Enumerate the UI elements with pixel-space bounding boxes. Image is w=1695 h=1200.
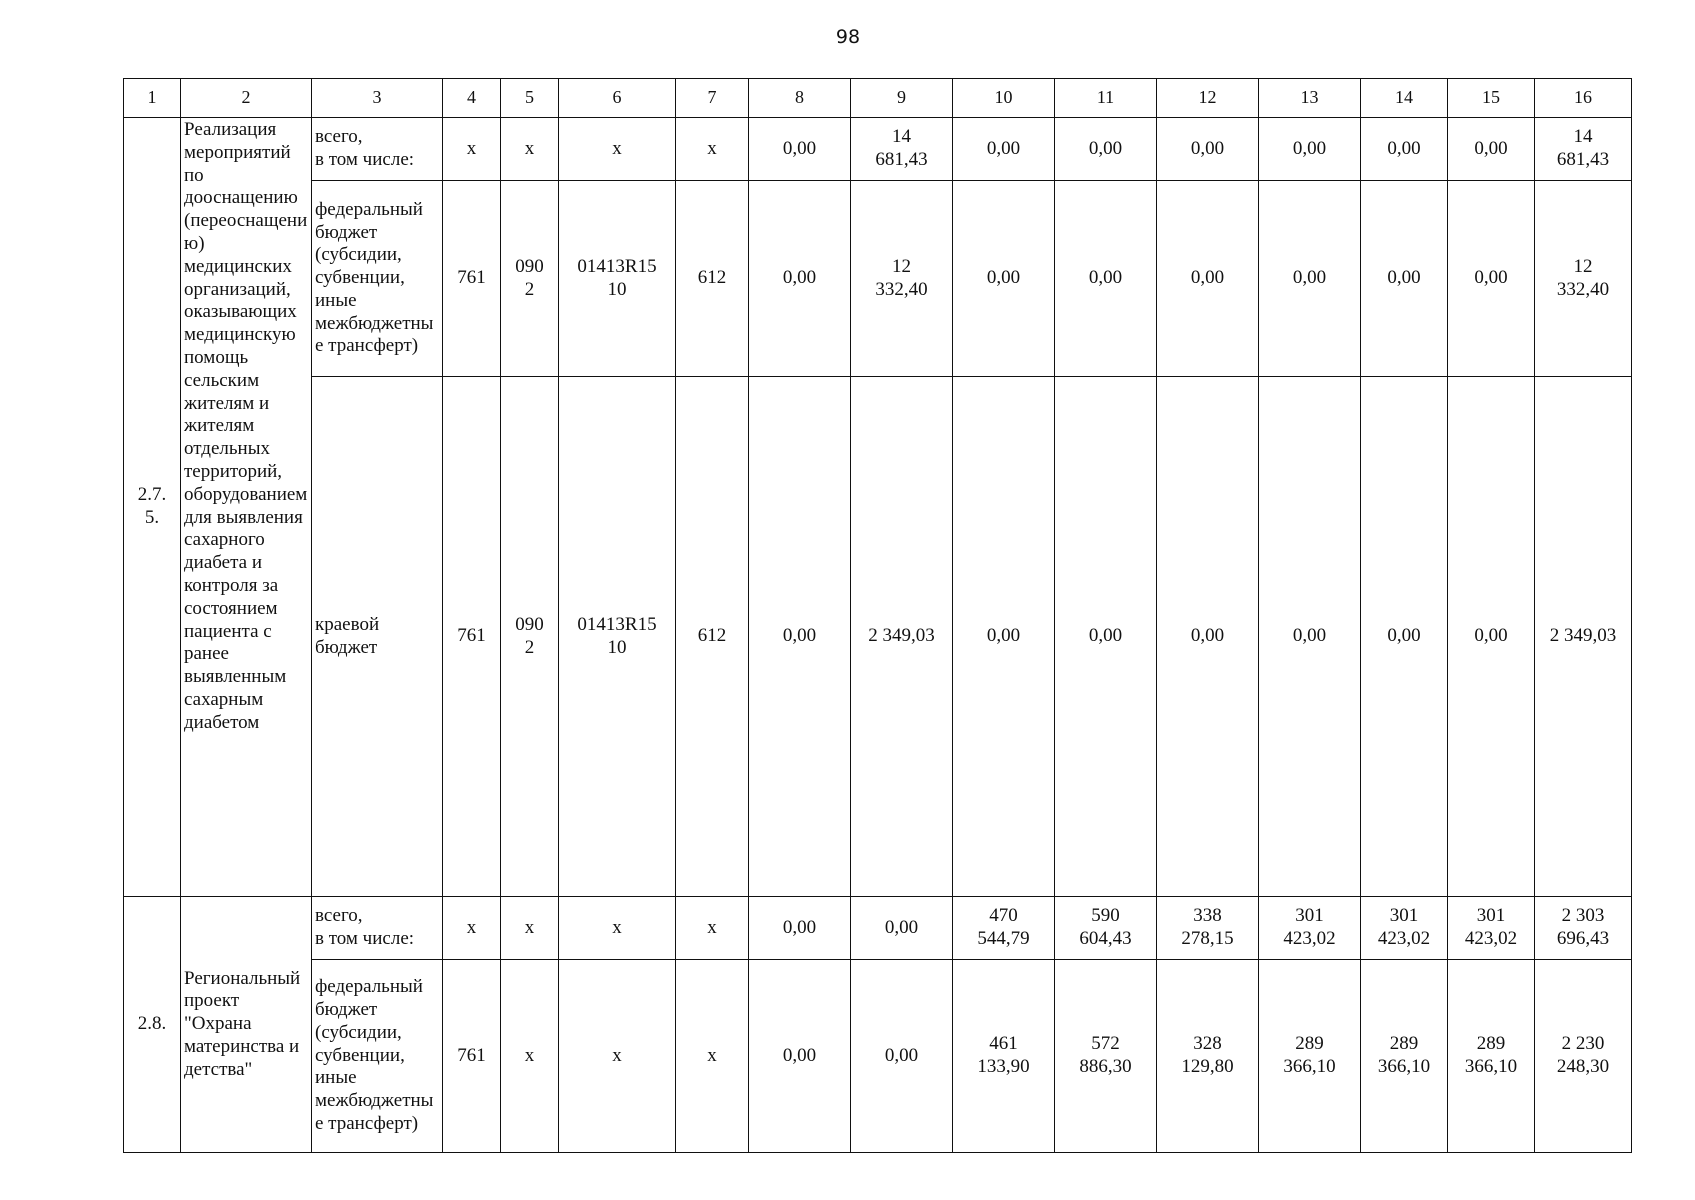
value-col-16: 2 303 696,43 [1535,897,1632,960]
section-name: Региональный проект "Охрана материнства и детства" [181,897,312,1153]
budget-table [123,78,1632,1153]
admin-code: 761 [443,377,501,897]
value-col-13: 0,00 [1259,377,1361,897]
column-number-13: 13 [1259,79,1361,118]
column-number-10: 10 [953,79,1055,118]
expense-type-code: 612 [676,377,749,897]
section-code: 090 2 [501,181,559,377]
value-col-10: 470 544,79 [953,897,1055,960]
section-name: Реализация мероприятий по дооснащению (переоснащению) медицинских организаций, оказывающих медицинскую помощь сельским жителям и жителям отдельных территорий, оборудованием для выявления сахарного диабета и контроля за состоянием пациента с ранее выявленным сахарным диабетом [181,118,312,897]
column-number-row [124,79,1632,118]
expense-type-code: x [676,118,749,181]
table-row [124,118,1632,181]
section-code: 090 2 [501,377,559,897]
section-code: x [501,897,559,960]
value-col-9: 2 349,03 [851,377,953,897]
admin-code: x [443,897,501,960]
table-row [124,181,1632,377]
value-col-14: 0,00 [1361,377,1448,897]
column-number-3: 3 [312,79,443,118]
value-col-10: 0,00 [953,118,1055,181]
expense-type-code: 612 [676,181,749,377]
column-number-5: 5 [501,79,559,118]
value-col-10: 0,00 [953,181,1055,377]
value-col-10: 461 133,90 [953,960,1055,1153]
expense-type-code: x [676,897,749,960]
table-row [124,897,1632,960]
value-col-11: 0,00 [1055,181,1157,377]
section-id: 2.7. 5. [124,118,181,897]
value-col-11: 0,00 [1055,118,1157,181]
target-item-code: x [559,960,676,1153]
value-col-9: 12 332,40 [851,181,953,377]
admin-code: 761 [443,960,501,1153]
column-number-4: 4 [443,79,501,118]
value-col-14: 0,00 [1361,118,1448,181]
value-col-15: 301 423,02 [1448,897,1535,960]
page-number: 98 [835,26,861,48]
value-col-11: 0,00 [1055,377,1157,897]
admin-code: 761 [443,181,501,377]
target-item-code: x [559,897,676,960]
table-body [124,79,1632,1153]
value-col-9: 14 681,43 [851,118,953,181]
table-row [124,960,1632,1153]
value-col-16: 2 349,03 [1535,377,1632,897]
value-col-8: 0,00 [749,377,851,897]
value-col-15: 0,00 [1448,118,1535,181]
column-number-7: 7 [676,79,749,118]
section-code: x [501,118,559,181]
section-id: 2.8. [124,897,181,1153]
value-col-9: 0,00 [851,897,953,960]
column-number-11: 11 [1055,79,1157,118]
table-row [124,377,1632,897]
column-number-8: 8 [749,79,851,118]
value-col-8: 0,00 [749,897,851,960]
funding-source: краевой бюджет [312,377,443,897]
funding-source: всего, в том числе: [312,897,443,960]
value-col-12: 338 278,15 [1157,897,1259,960]
column-number-12: 12 [1157,79,1259,118]
section-code: x [501,960,559,1153]
column-number-14: 14 [1361,79,1448,118]
value-col-15: 289 366,10 [1448,960,1535,1153]
value-col-16: 14 681,43 [1535,118,1632,181]
value-col-12: 0,00 [1157,118,1259,181]
value-col-12: 0,00 [1157,181,1259,377]
column-number-9: 9 [851,79,953,118]
value-col-15: 0,00 [1448,181,1535,377]
column-number-16: 16 [1535,79,1632,118]
funding-source: федеральный бюджет (субсидии, субвенции, иные межбюджетные трансферт) [312,960,443,1153]
value-col-13: 289 366,10 [1259,960,1361,1153]
column-number-2: 2 [181,79,312,118]
value-col-8: 0,00 [749,960,851,1153]
value-col-11: 572 886,30 [1055,960,1157,1153]
funding-source: всего, в том числе: [312,118,443,181]
value-col-11: 590 604,43 [1055,897,1157,960]
value-col-13: 301 423,02 [1259,897,1361,960]
value-col-12: 0,00 [1157,377,1259,897]
value-col-14: 301 423,02 [1361,897,1448,960]
funding-source: федеральный бюджет (субсидии, субвенции, иные межбюджетные трансферт) [312,181,443,377]
value-col-14: 0,00 [1361,181,1448,377]
value-col-15: 0,00 [1448,377,1535,897]
value-col-14: 289 366,10 [1361,960,1448,1153]
target-item-code: x [559,118,676,181]
expense-type-code: x [676,960,749,1153]
value-col-8: 0,00 [749,118,851,181]
value-col-12: 328 129,80 [1157,960,1259,1153]
value-col-8: 0,00 [749,181,851,377]
target-item-code: 01413R15 10 [559,181,676,377]
column-number-15: 15 [1448,79,1535,118]
target-item-code: 01413R15 10 [559,377,676,897]
admin-code: x [443,118,501,181]
value-col-10: 0,00 [953,377,1055,897]
value-col-16: 2 230 248,30 [1535,960,1632,1153]
value-col-13: 0,00 [1259,118,1361,181]
column-number-1: 1 [124,79,181,118]
value-col-13: 0,00 [1259,181,1361,377]
value-col-9: 0,00 [851,960,953,1153]
column-number-6: 6 [559,79,676,118]
value-col-16: 12 332,40 [1535,181,1632,377]
